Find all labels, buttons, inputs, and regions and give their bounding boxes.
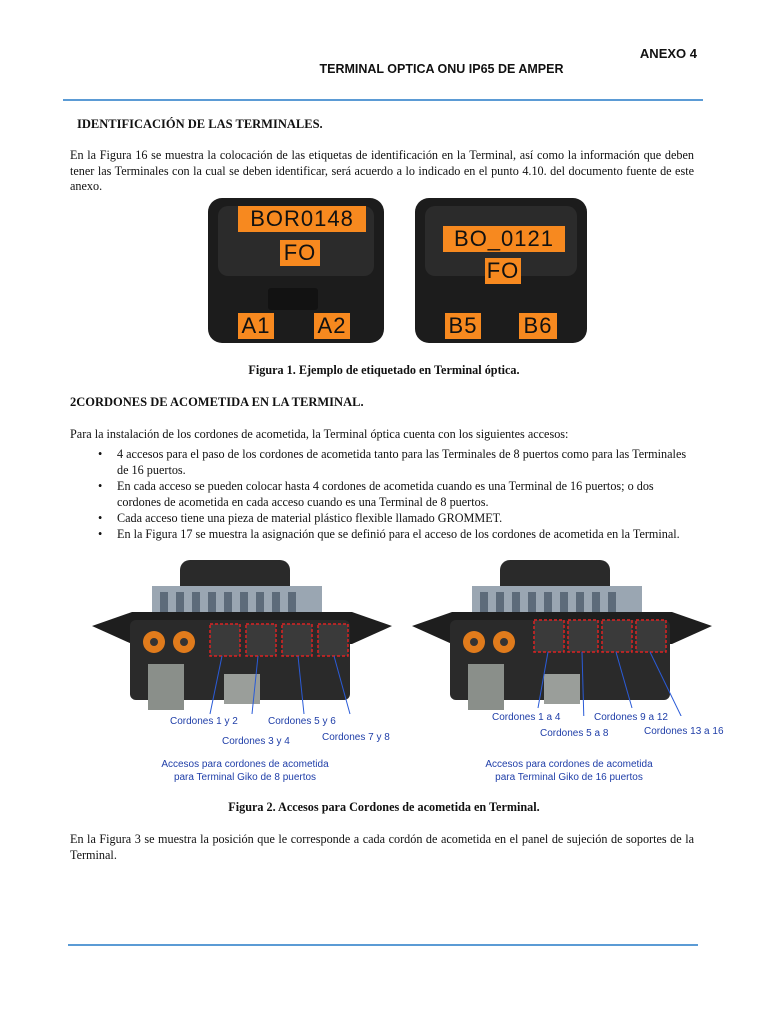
callout-right-2: Cordones 5 a 8 <box>540 728 609 739</box>
footer-rule <box>68 944 698 946</box>
section1-heading: IDENTIFICACIÓN DE LAS TERMINALES. <box>77 117 323 131</box>
note-8-ports <box>150 758 340 784</box>
note-16-line2: para Terminal Giko de 16 puertos <box>495 772 643 783</box>
note-8-line1: Accesos para cordones de acometida <box>161 759 329 770</box>
label-port-b5: B5 <box>445 313 481 339</box>
annex-label: ANEXO 4 <box>639 46 697 61</box>
callout-left-2: Cordones 3 y 4 <box>222 736 290 747</box>
callout-left-1: Cordones 1 y 2 <box>170 716 238 727</box>
terminal-8-ports-photo <box>92 556 392 716</box>
section2-heading: 2CORDONES DE ACOMETIDA EN LA TERMINAL. <box>70 395 364 409</box>
note-8-line2: para Terminal Giko de 8 puertos <box>173 772 317 783</box>
access-list <box>70 446 700 542</box>
terminal-photo-right <box>415 198 587 343</box>
list-item: • 4 accesos para el paso de los cordones de acometida tanto para las Terminales de 8 puertos como para las Terminales de 16 puertos. <box>70 446 700 478</box>
callout-left-4: Cordones 7 y 8 <box>322 732 390 743</box>
label-code-right: BO_0121 <box>443 226 565 252</box>
terminal-16-ports-photo <box>412 556 712 716</box>
label-type-right: FO <box>486 258 520 283</box>
closing-paragraph: En la Figura 3 se muestra la posición que le corresponde a cada cordón de acometida en el panel de sujeción de soportes de la Terminal. <box>70 832 694 862</box>
label-port-a1: A1 <box>238 313 274 339</box>
section1-paragraph: En la Figura 16 se muestra la colocación de las etiquetas de identificación en la Terminal, así como la información que deben tener las Terminales con la cual se deben identificar, será acuerdo a lo indicado en el punto 4.10. del documento fuente de este anexo. <box>70 148 694 193</box>
label-code-left: BOR0148 <box>238 206 366 232</box>
list-item: • Cada acceso tiene una pieza de material plástico flexible llamado GROMMET. <box>70 510 700 526</box>
note-16-ports <box>474 758 664 784</box>
document-title: TERMINAL OPTICA ONU IP65 DE AMPER <box>319 62 564 76</box>
figure1-caption: Figura 1. Ejemplo de etiquetado en Terminal óptica. <box>248 363 520 377</box>
figure2-caption: Figura 2. Accesos para Cordones de acometida en Terminal. <box>228 800 540 814</box>
label-port-b6: B6 <box>519 313 557 339</box>
label-port-a2: A2 <box>314 313 350 339</box>
callout-right-1: Cordones 1 a 4 <box>492 712 561 723</box>
note-16-line1: Accesos para cordones de acometida <box>485 759 653 770</box>
callout-left-3: Cordones 5 y 6 <box>268 716 336 727</box>
list-item: • En cada acceso se pueden colocar hasta 4 cordones de acometida cuando es una Terminal de 16 puertos; o dos cordones de acometida en cada acceso cuando es una Terminal de 8 puertos. <box>70 478 700 510</box>
section2-intro: Para la instalación de los cordones de acometida, la Terminal óptica cuenta con los siguientes accesos: <box>70 427 569 441</box>
header-rule <box>63 99 703 101</box>
label-type-left: FO <box>280 240 320 266</box>
callout-right-3: Cordones 9 a 12 <box>594 712 668 723</box>
list-item: • En la Figura 17 se muestra la asignación que se definió para el acceso de los cordones de acometida en la Terminal. <box>70 526 700 542</box>
terminal-photo-left <box>208 198 384 343</box>
callout-right-4: Cordones 13 a 16 <box>644 726 724 737</box>
